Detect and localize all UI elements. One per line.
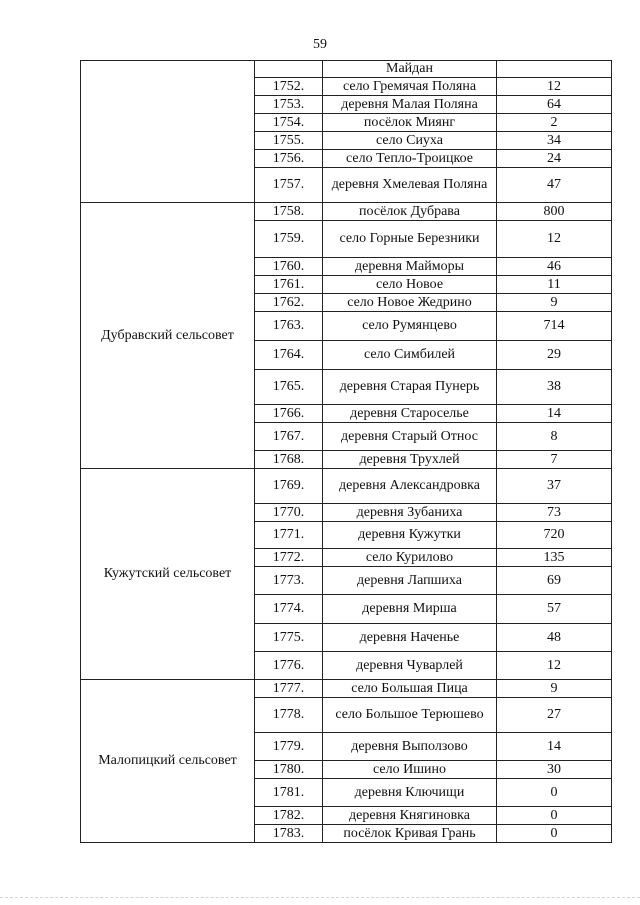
settlement-name-cell: село Румянцево [323,312,497,341]
row-number-cell: 1756. [255,150,323,168]
settlements-table [80,60,612,843]
settlement-name-cell: посёлок Миянг [323,114,497,132]
row-number-cell: 1766. [255,405,323,423]
population-cell: 9 [497,680,612,698]
settlement-name-cell: деревня Ключищи [323,779,497,807]
population-cell: 7 [497,451,612,469]
population-cell: 48 [497,624,612,652]
settlement-name-cell: деревня Александровка [323,469,497,504]
settlement-name-cell: деревня Лапшиха [323,567,497,595]
settlement-name-cell: деревня Кужутки [323,522,497,549]
district-cell [81,61,255,203]
settlement-name-cell: деревня Старый Относ [323,423,497,451]
settlement-name-cell: деревня Майморы [323,258,497,276]
row-number-cell: 1752. [255,78,323,96]
population-cell: 12 [497,652,612,680]
population-cell: 73 [497,504,612,522]
population-cell: 47 [497,168,612,203]
population-cell: 57 [497,595,612,624]
population-cell: 9 [497,294,612,312]
row-number-cell: 1776. [255,652,323,680]
row-number-cell: 1780. [255,761,323,779]
row-number-cell: 1770. [255,504,323,522]
settlement-name-cell: деревня Старая Пунерь [323,370,497,405]
district-cell: Кужутский сельсовет [81,469,255,680]
row-number-cell: 1779. [255,733,323,761]
population-cell [497,61,612,78]
population-cell: 720 [497,522,612,549]
settlement-name-cell: село Новое [323,276,497,294]
settlement-name-cell: деревня Староселье [323,405,497,423]
population-cell: 714 [497,312,612,341]
settlement-name-cell: село Курилово [323,549,497,567]
population-cell: 0 [497,779,612,807]
settlement-name-cell: посёлок Дубрава [323,203,497,221]
row-number-cell: 1767. [255,423,323,451]
settlement-name-cell: село Новое Жедрино [323,294,497,312]
district-cell: Дубравский сельсовет [81,203,255,469]
population-cell: 27 [497,698,612,733]
settlement-name-cell: село Гремячая Поляна [323,78,497,96]
row-number-cell: 1760. [255,258,323,276]
population-cell: 69 [497,567,612,595]
settlement-name-cell: деревня Малая Поляна [323,96,497,114]
settlement-name-cell: деревня Княгиновка [323,807,497,825]
settlement-name-cell: село Сиуха [323,132,497,150]
settlement-name-cell: село Большая Пица [323,680,497,698]
population-cell: 0 [497,807,612,825]
population-cell: 135 [497,549,612,567]
settlement-name-cell: деревня Трухлей [323,451,497,469]
population-cell: 800 [497,203,612,221]
settlement-name-cell: деревня Хмелевая Поляна [323,168,497,203]
row-number-cell: 1774. [255,595,323,624]
row-number-cell: 1772. [255,549,323,567]
population-cell: 8 [497,423,612,451]
population-cell: 12 [497,78,612,96]
settlement-name-cell: село Горные Березники [323,221,497,258]
row-number-cell: 1763. [255,312,323,341]
row-number-cell: 1757. [255,168,323,203]
row-number-cell: 1755. [255,132,323,150]
settlement-name-cell: Майдан [323,61,497,78]
settlement-name-cell: деревня Мирша [323,595,497,624]
population-cell: 38 [497,370,612,405]
row-number-cell: 1764. [255,341,323,370]
row-number-cell: 1758. [255,203,323,221]
settlement-name-cell: село Симбилей [323,341,497,370]
settlement-name-cell: село Большое Терюшево [323,698,497,733]
scan-artifact-line [0,897,640,898]
settlement-name-cell: деревня Чуварлей [323,652,497,680]
row-number-cell: 1759. [255,221,323,258]
row-number-cell: 1782. [255,807,323,825]
row-number-cell: 1777. [255,680,323,698]
row-number-cell: 1769. [255,469,323,504]
row-number-cell: 1783. [255,825,323,843]
page-number: 59 [313,37,327,52]
population-cell: 34 [497,132,612,150]
table-row [81,61,612,78]
row-number-cell [255,61,323,78]
population-cell: 46 [497,258,612,276]
population-cell: 14 [497,733,612,761]
settlement-name-cell: деревня Выползово [323,733,497,761]
row-number-cell: 1765. [255,370,323,405]
row-number-cell: 1778. [255,698,323,733]
population-cell: 0 [497,825,612,843]
row-number-cell: 1761. [255,276,323,294]
settlement-name-cell: село Ишино [323,761,497,779]
population-cell: 24 [497,150,612,168]
row-number-cell: 1754. [255,114,323,132]
row-number-cell: 1775. [255,624,323,652]
population-cell: 12 [497,221,612,258]
population-cell: 30 [497,761,612,779]
settlements-table-body [81,61,612,843]
table-row [81,203,612,221]
row-number-cell: 1768. [255,451,323,469]
population-cell: 14 [497,405,612,423]
settlement-name-cell: деревня Зубаниха [323,504,497,522]
row-number-cell: 1773. [255,567,323,595]
population-cell: 11 [497,276,612,294]
row-number-cell: 1753. [255,96,323,114]
district-cell: Малопицкий сельсовет [81,680,255,843]
settlement-name-cell: деревня Наченье [323,624,497,652]
table-row [81,680,612,698]
row-number-cell: 1781. [255,779,323,807]
population-cell: 29 [497,341,612,370]
table-row [81,469,612,504]
settlement-name-cell: посёлок Кривая Грань [323,825,497,843]
population-cell: 2 [497,114,612,132]
row-number-cell: 1771. [255,522,323,549]
population-cell: 64 [497,96,612,114]
population-cell: 37 [497,469,612,504]
row-number-cell: 1762. [255,294,323,312]
settlement-name-cell: село Тепло-Троицкое [323,150,497,168]
